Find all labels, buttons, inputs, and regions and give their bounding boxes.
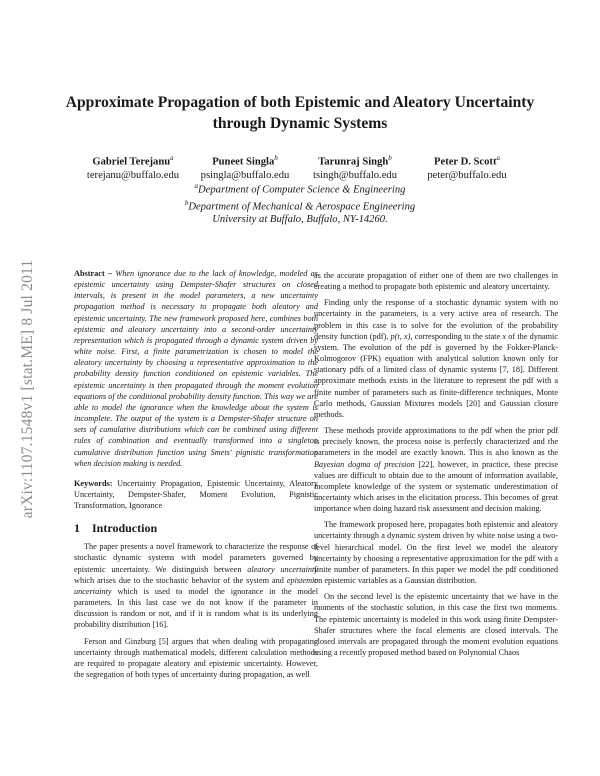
author-email: psingla@buffalo.edu	[200, 169, 290, 181]
body-paragraph: These methods provide approximations to the pdf when the prior pdf is precisely known, the process noise is perfectly characterized and the parameters in the model are exactly known. This is also known as the Bayesian dogma of precision [22], however, in practice, these precise values are difficult to obtain due to the amount of information available, incomplete knowledge of the system or systematic underestimation of uncertainty which arises in the elicitation process. This becomes of great importance when doing hazard risk assessment and decision making.	[314, 426, 558, 514]
body-paragraph: as the accurate propagation of either one of them are two challenges in creating a method to propagate both epistemic and aleatory uncertainty.	[314, 271, 558, 292]
math-pdf: p(t, x)	[390, 331, 411, 341]
author-email: tsingh@buffalo.edu	[313, 169, 397, 181]
author	[78, 152, 188, 182]
body-paragraph: Finding only the response of a stochastic dynamic system with no uncertainty in the parameters, is a very active area of research. The problem in this case is to solve for the evolution of the probability density function (pdf), p(t, x), corresponding to the state x of the dynamic system. The evolution of the pdf is governed by the Fokker-Planck-Kolmogorov (FPK) equation with analytical solution known only for stationary pdfs of a limited class of dynamic systems [7, 18]. Different approximate methods exists in the literature to represent the pdf with a finite number of parameters such as finite-difference techniques, Monte Carlo methods, Gaussian Mixtures models [20] and Gaussian closure methods.	[314, 298, 559, 419]
author	[300, 152, 410, 182]
author-email: terejanu@buffalo.edu	[86, 169, 180, 181]
author-name: Peter D. Scott	[434, 156, 497, 168]
affiliation-a: $^a$Department of Computer Science & Engineering	[194, 182, 406, 196]
affiliation-university: University at Buffalo, Buffalo, NY-14260.	[212, 214, 388, 226]
author	[190, 152, 300, 182]
math-state: x	[502, 331, 507, 341]
body-paragraph: The framework proposed here, propagates both epistemic and aleatory uncertainty through a dynamic system driven by white noise using a two-level hierarchical model. On the first level we model the aleatory uncertainty by choosing a representative approximation for the pdf with a finite number of parameters. In this paper we model the pdf conditioned on epistemic variables as a Gaussian distribution.	[314, 520, 558, 586]
author-affil-mark: a	[496, 154, 500, 162]
keywords-text: Uncertainty Propagation, Epistemic Uncertainty, Aleatory Uncertainty, Dempster-Shafer, Moment Evolution, Pignistic Transformation, Ignorance	[74, 478, 319, 511]
affiliations	[120, 180, 480, 226]
author-affil-mark: a	[170, 154, 174, 162]
affiliation-b: $^b$Department of Mechanical & Aerospace Engineering	[184, 198, 416, 213]
author-email: peter@buffalo.edu	[427, 169, 507, 181]
intro-paragraph: The paper presents a novel framework to characterize the response of stochastic dynamic systems with model parameters governed by epistemic uncertainty. We distinguish between aleatory uncertainty which arises due to the stochastic behavior of the system and epistemic uncertainty which is used to model the ignorance in the model parameters. In this last case we do not know if the parameter in discussion is random or not, and if it is random what is its underlying probability distribution [16].	[74, 542, 318, 630]
author-block	[78, 152, 522, 182]
arxiv-id: arXiv:1107.1548v1 [stat.ME] 8 Jul 2011	[19, 259, 36, 519]
section-number: 1	[74, 521, 80, 536]
paper-title: Approximate Propagation of both Epistemic and Aleatory Uncertainty through Dynamic Systems	[65, 94, 535, 132]
left-column	[74, 268, 318, 680]
author-name: Tarunraj Singh	[318, 156, 389, 168]
section-heading	[74, 521, 318, 535]
author	[412, 152, 522, 182]
abstract-label: Abstract –	[74, 269, 113, 278]
abstract	[74, 268, 318, 469]
abstract-text: When ignorance due to the lack of knowledge, modeled as epistemic uncertainty using Dempster-Shafer structures on closed intervals, is present in the model parameters, a new uncertainty propagation method is necessary to propagate both aleatory and epistemic uncertainty. The new framework proposed here, combines both epistemic and aleatory uncertainty into a second-order uncertainty representation which is propagated through a dynamic system driven by white noise. First, a finite parametrization is chosen to model the aleatory uncertainty by choosing a representative approximation to the probability density function conditioned on epistemic variables. The epistemic uncertainty is then propagated through the moment evolution equations of the conditional probability density function. This way we are able to model the ignorance when the knowledge about the system is incomplete. The output of the system is a Dempster-Shafer structure on sets of cumulative distributions which can be combined using different rules of combination and eventually transformed into a singleton cumulative distribution function using Smets' pignistic transformation when decision making is needed.	[74, 269, 318, 468]
author-affil-mark: b	[388, 154, 392, 162]
body-paragraph: On the second level is the epistemic uncertainty that we have in the moments of the stochastic solution, in this case the first two moments. The epistemic uncertainty is modeled in this work using finite Dempster-Shafer structures where the focal elements are closed intervals. The closed intervals are propagated through the moment evolution equations using a recently proposed method based on Polynomial Chaos	[314, 592, 558, 657]
arxiv-stamp	[18, 200, 38, 580]
author-affil-mark: b	[274, 154, 278, 162]
keywords-label: Keywords:	[74, 478, 113, 488]
keywords	[74, 478, 318, 511]
author-name: Gabriel Terejanu	[92, 156, 171, 168]
right-column	[314, 270, 558, 658]
intro-paragraph: Ferson and Ginzburg [5] argues that when dealing with propagating uncertainty through mathematical models, different calculation methods are required to propagate aleatory and epistemic uncertainty. However, the segregation of both types of uncertainty during propagation, as well	[74, 636, 318, 679]
section-title: Introduction	[92, 521, 158, 536]
author-name: Puneet Singla	[212, 156, 275, 168]
